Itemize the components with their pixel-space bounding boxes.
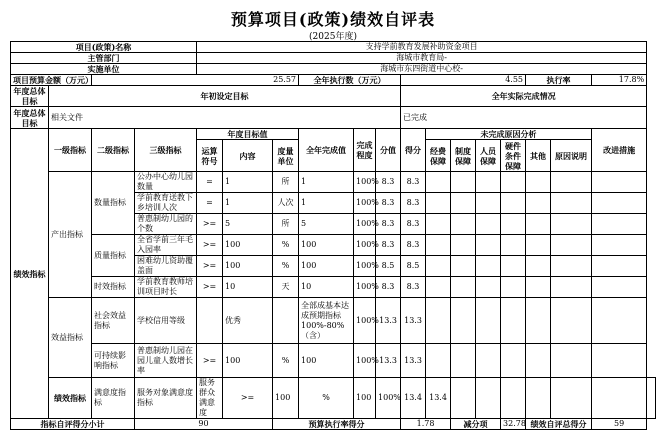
execution-amount-label: 全年执行数（万元） xyxy=(299,75,401,86)
indicator-rate: 100% xyxy=(354,172,376,193)
indicator-score: 8.3 xyxy=(401,172,426,193)
initial-goal-value: 相关文件 xyxy=(49,107,401,129)
service-satisfaction-group: 服务对象满意度指标 xyxy=(135,378,197,419)
indicator-target: 1 xyxy=(223,172,273,193)
indicator-done: 5 xyxy=(299,214,354,235)
actual-completion-label: 全年实际完成情况 xyxy=(401,86,647,107)
indicator-value: 8.3 xyxy=(376,277,401,298)
implementing-unit-value: 海城市东四街道中心校- xyxy=(197,64,647,75)
quality-indicator-group: 质量指标 xyxy=(92,235,135,277)
indicator-name: 普惠制幼儿园的个数 xyxy=(135,214,197,235)
indicator-name: 服务群众满意度 xyxy=(197,378,223,419)
indicator-rate: 100% xyxy=(354,298,376,344)
indicator-value: 8.3 xyxy=(376,193,401,214)
indicator-name: 学前教育教师培训项目时长 xyxy=(135,277,197,298)
indicator-name: 困难幼儿资助覆盖面 xyxy=(135,256,197,277)
operator-header: 运算符号 xyxy=(197,140,223,172)
indicator-unit xyxy=(273,298,299,344)
personnel-header: 人员保障 xyxy=(476,140,501,172)
indicator-done: 100 xyxy=(299,344,354,378)
goals-value-row xyxy=(11,107,656,129)
budget-value: 25.57 xyxy=(92,75,299,86)
indicator-name: 公办中心幼儿园数量 xyxy=(135,172,197,193)
indicator-value: 13.3 xyxy=(376,298,401,344)
form-year: (2025年度) xyxy=(309,32,357,42)
indicator-target: 5 xyxy=(223,214,273,235)
indicator-unit: % xyxy=(273,235,299,256)
indicator-value: 13.3 xyxy=(376,344,401,378)
benefit-indicator-group: 效益指标 xyxy=(49,298,92,378)
other-header: 其他 xyxy=(526,140,551,172)
indicator-unit: % xyxy=(273,344,299,378)
indicator-row xyxy=(11,277,656,298)
subtotal-label: 指标自评得分小计 xyxy=(11,419,135,430)
timeliness-indicator-group: 时效指标 xyxy=(92,277,135,298)
hardware-header: 硬件条件保障 xyxy=(501,140,526,172)
indicator-unit: 人次 xyxy=(273,193,299,214)
indicator-done: 10 xyxy=(299,277,354,298)
deduction-label: 减分项 xyxy=(451,419,501,430)
indicator-score: 8.3 xyxy=(401,193,426,214)
score-value-header: 分值 xyxy=(376,129,401,172)
indicator-name: 普惠制幼儿园在园儿童人数增长率 xyxy=(135,344,197,378)
indicator-row xyxy=(11,344,656,378)
indicator-done: 全部成基本达成预期指标100%-80%（含） xyxy=(299,298,354,344)
indicator-rate: 100% xyxy=(354,344,376,378)
execution-rate-label: 执行率 xyxy=(526,75,592,86)
indicator-done: 1 xyxy=(299,172,354,193)
indicator-row xyxy=(11,235,656,256)
level1-header: 一级指标 xyxy=(49,129,92,172)
indicator-done: 100 xyxy=(299,235,354,256)
indicator-target: 100 xyxy=(223,235,273,256)
project-name-row xyxy=(11,42,656,53)
indicator-name: 全省学前三年毛入园率 xyxy=(135,235,197,256)
indicator-score: 8.3 xyxy=(401,235,426,256)
indicator-operator: >= xyxy=(197,277,223,298)
indicator-score: 8.3 xyxy=(401,277,426,298)
indicator-unit: 所 xyxy=(273,214,299,235)
indicator-value: 8.3 xyxy=(376,214,401,235)
indicator-score: 8.3 xyxy=(401,214,426,235)
indicator-score: 13.3 xyxy=(401,298,426,344)
indicator-done: 100 xyxy=(354,378,376,419)
department-label: 主管部门 xyxy=(11,53,197,64)
economic-header: 经费保障 xyxy=(426,140,451,172)
budget-row xyxy=(11,75,656,86)
indicator-target: 100 xyxy=(223,344,273,378)
performance-indicator-label: 绩效指标 xyxy=(11,129,49,419)
indicator-score: 13.4 xyxy=(426,378,451,419)
overall-goal-label: 年度总体目标 xyxy=(11,86,49,107)
indicator-value: 8.3 xyxy=(376,172,401,193)
indicator-rate: 100% xyxy=(354,256,376,277)
quantity-indicator-group: 数量指标 xyxy=(92,172,135,235)
completion-header: 完成程度 xyxy=(354,129,376,172)
execution-score-value: 1.78 xyxy=(401,419,451,430)
indicator-unit: 所 xyxy=(273,172,299,193)
indicator-operator: >= xyxy=(197,214,223,235)
indicator-rate: 100% xyxy=(354,277,376,298)
self-evaluation-table xyxy=(10,41,656,430)
indicator-score: 13.3 xyxy=(401,344,426,378)
unit-header: 度量单位 xyxy=(273,140,299,172)
indicator-operator xyxy=(197,298,223,344)
project-name-value: 支持学前教育发展补助资金项目 xyxy=(197,42,647,53)
system-header: 制度保障 xyxy=(451,140,476,172)
full-year-done-header: 全年完成值 xyxy=(299,129,354,172)
indicator-target: 10 xyxy=(223,277,273,298)
indicator-value: 8.5 xyxy=(376,256,401,277)
execution-amount-value: 4.55 xyxy=(401,75,526,86)
indicator-operator: = xyxy=(197,193,223,214)
indicator-unit: % xyxy=(273,256,299,277)
indicator-target: 优秀 xyxy=(223,298,273,344)
indicator-operator: >= xyxy=(197,235,223,256)
goals-header-row xyxy=(11,86,656,107)
reason-header: 原因说明 xyxy=(551,140,592,172)
total-score-label: 绩效自评总得分 xyxy=(526,419,592,430)
indicator-operator: = xyxy=(197,172,223,193)
indicator-operator: >= xyxy=(197,256,223,277)
budget-label: 项目预算金额（万元） xyxy=(11,75,92,86)
subtotal-value: 90 xyxy=(135,419,273,430)
initial-goal-label: 年初设定目标 xyxy=(49,86,401,107)
indicator-score: 8.5 xyxy=(401,256,426,277)
form-title: 预算项目(政策)绩效自评表 xyxy=(230,10,436,29)
level2-header: 二级指标 xyxy=(92,129,135,172)
department-value: 海城市教育局- xyxy=(197,53,647,64)
indicator-done: 1 xyxy=(299,193,354,214)
annual-target-header: 年度目标值 xyxy=(197,129,299,140)
total-score-value: 59 xyxy=(592,419,647,430)
output-indicator-group: 产出指标 xyxy=(49,172,92,298)
department-row xyxy=(11,53,656,64)
indicator-name: 学前教育送教下乡培训人次 xyxy=(135,193,197,214)
indicator-operator: >= xyxy=(223,378,273,419)
indicator-done: 100 xyxy=(299,256,354,277)
indicator-operator: >= xyxy=(197,344,223,378)
indicator-rate: 100% xyxy=(354,235,376,256)
performance-indicator-label-2: 绩效指标 xyxy=(49,378,92,419)
indicator-unit: 天 xyxy=(273,277,299,298)
indicator-rate: 100% xyxy=(376,378,401,419)
indicator-value: 8.3 xyxy=(376,235,401,256)
indicator-row xyxy=(11,298,656,344)
implementing-unit-label: 实施单位 xyxy=(11,64,197,75)
satisfaction-indicator-group: 满意度指标 xyxy=(92,378,135,419)
content-header: 内容 xyxy=(223,140,273,172)
indicator-target: 100 xyxy=(223,256,273,277)
execution-score-label: 预算执行率得分 xyxy=(273,419,401,430)
project-name-label: 项目(政策)名称 xyxy=(11,42,197,53)
sustainable-impact-group: 可持续影响指标 xyxy=(92,344,135,378)
indicator-value: 13.4 xyxy=(401,378,426,419)
score-header: 得分 xyxy=(401,129,426,172)
indicator-target: 1 xyxy=(223,193,273,214)
overall-goal-label-2: 年度总体目标 xyxy=(11,107,49,129)
indicator-header-row-1 xyxy=(11,129,656,140)
indicator-unit: % xyxy=(299,378,354,419)
indicator-rate: 100% xyxy=(354,214,376,235)
level3-header: 三级指标 xyxy=(135,129,197,172)
indicator-name: 学校信用等级 xyxy=(135,298,197,344)
execution-rate-value: 17.8% xyxy=(592,75,647,86)
indicator-row xyxy=(11,378,656,419)
indicator-row xyxy=(11,172,656,193)
actual-completion-value: 已完成 xyxy=(401,107,647,129)
summary-row xyxy=(11,419,656,430)
deduction-value: 32.78 xyxy=(501,419,526,430)
implementing-unit-row xyxy=(11,64,656,75)
improvement-header: 改进措施 xyxy=(592,129,647,172)
social-benefit-group: 社会效益指标 xyxy=(92,298,135,344)
unfinished-analysis-header: 未完成原因分析 xyxy=(426,129,592,140)
indicator-rate: 100% xyxy=(354,193,376,214)
indicator-target: 100 xyxy=(273,378,299,419)
